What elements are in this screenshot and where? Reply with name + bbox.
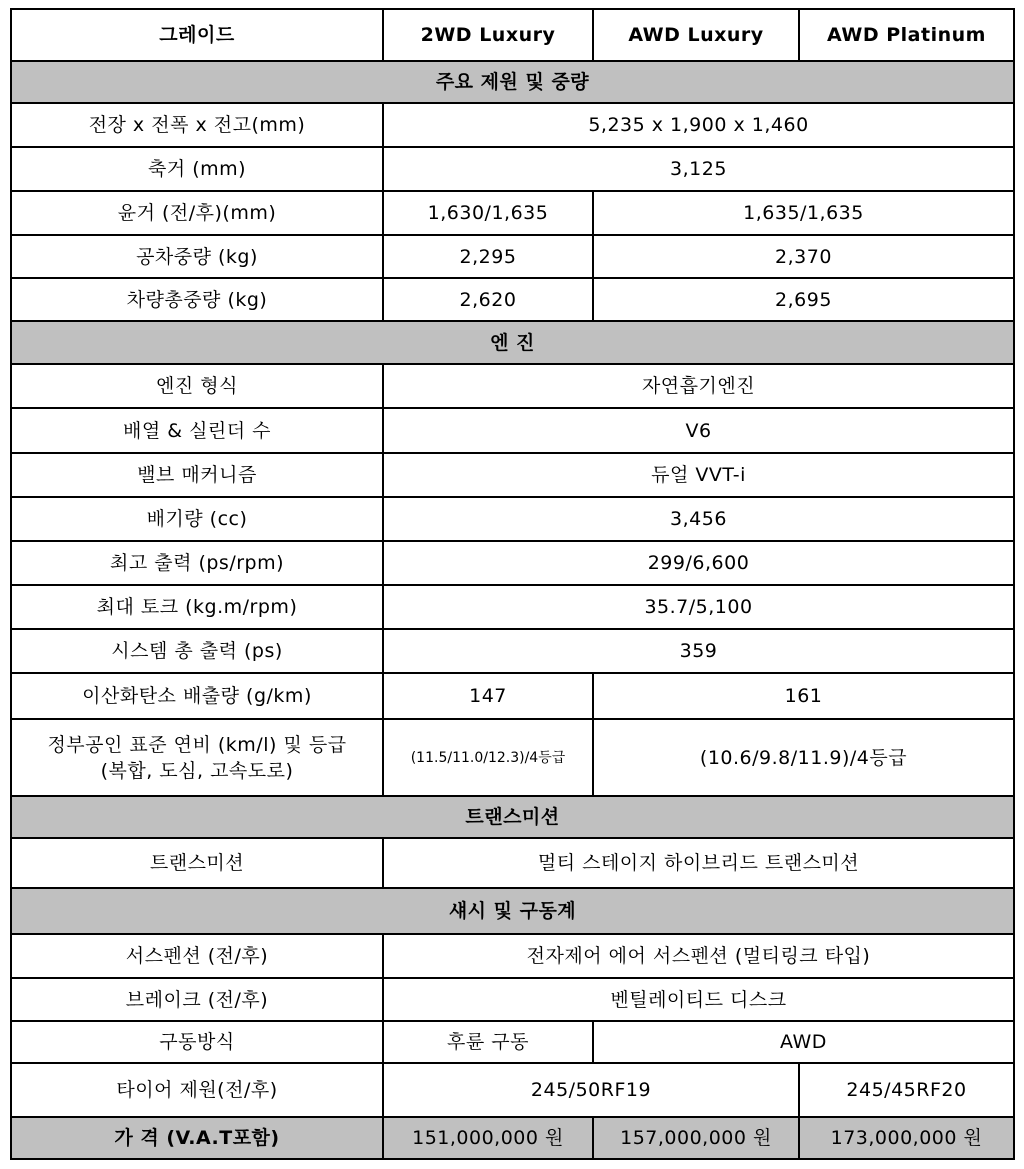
row-value: 자연흡기엔진 bbox=[383, 364, 1014, 408]
row-value: 전자제어 에어 서스펜션 (멀티링크 타입) bbox=[383, 934, 1014, 978]
row-label-line1: 정부공인 표준 연비 (km/l) 및 등급 bbox=[47, 733, 347, 756]
row-value: 161 bbox=[593, 673, 1014, 719]
row-label: 최고 출력 (ps/rpm) bbox=[11, 541, 383, 585]
table-row bbox=[11, 103, 1014, 147]
table-row bbox=[11, 1021, 1014, 1063]
row-value: 3,456 bbox=[383, 497, 1014, 541]
price-awd-platinum: 173,000,000 원 bbox=[799, 1117, 1014, 1159]
table-row bbox=[11, 1063, 1014, 1117]
row-value: 듀얼 VVT-i bbox=[383, 453, 1014, 497]
grade-header: 그레이드 bbox=[11, 9, 383, 61]
row-value: 후륜 구동 bbox=[383, 1021, 593, 1063]
table-row bbox=[11, 978, 1014, 1021]
table-row bbox=[11, 278, 1014, 321]
price-label: 가 격 (V.A.T포함) bbox=[11, 1117, 383, 1159]
price-awd-luxury: 157,000,000 원 bbox=[593, 1117, 799, 1159]
row-value: 3,125 bbox=[383, 147, 1014, 191]
header-row bbox=[11, 9, 1014, 61]
row-value: 299/6,600 bbox=[383, 541, 1014, 585]
table-row bbox=[11, 147, 1014, 191]
row-value: 35.7/5,100 bbox=[383, 585, 1014, 629]
row-label: 구동방식 bbox=[11, 1021, 383, 1063]
table-row bbox=[11, 364, 1014, 408]
row-value: 5,235 x 1,900 x 1,460 bbox=[383, 103, 1014, 147]
row-label: 전장 x 전폭 x 전고(mm) bbox=[11, 103, 383, 147]
row-label: 윤거 (전/후)(mm) bbox=[11, 191, 383, 235]
table-row bbox=[11, 838, 1014, 888]
table-row bbox=[11, 408, 1014, 453]
row-label: 차량총중량 (kg) bbox=[11, 278, 383, 321]
table-row bbox=[11, 191, 1014, 235]
table-row bbox=[11, 235, 1014, 278]
table-row bbox=[11, 497, 1014, 541]
row-value: 359 bbox=[383, 629, 1014, 673]
col-2wd-luxury-header: 2WD Luxury bbox=[383, 9, 593, 61]
row-label: 이산화탄소 배출량 (g/km) bbox=[11, 673, 383, 719]
spec-table bbox=[10, 8, 1015, 1160]
row-value: 245/45RF20 bbox=[799, 1063, 1014, 1117]
row-value: 벤틸레이티드 디스크 bbox=[383, 978, 1014, 1021]
price-2wd-luxury: 151,000,000 원 bbox=[383, 1117, 593, 1159]
section-chassis: 섀시 및 구동계 bbox=[11, 888, 1014, 934]
row-value: 1,635/1,635 bbox=[593, 191, 1014, 235]
row-label: 엔진 형식 bbox=[11, 364, 383, 408]
row-value: 245/50RF19 bbox=[383, 1063, 799, 1117]
col-awd-platinum-header: AWD Platinum bbox=[799, 9, 1014, 61]
row-value: V6 bbox=[383, 408, 1014, 453]
row-value: 멀티 스테이지 하이브리드 트랜스미션 bbox=[383, 838, 1014, 888]
table-row bbox=[11, 629, 1014, 673]
price-row bbox=[11, 1117, 1014, 1159]
section-engine: 엔 진 bbox=[11, 321, 1014, 364]
row-value: 1,630/1,635 bbox=[383, 191, 593, 235]
table-row bbox=[11, 453, 1014, 497]
section-row bbox=[11, 61, 1014, 103]
row-value: 2,370 bbox=[593, 235, 1014, 278]
row-label: 배기량 (cc) bbox=[11, 497, 383, 541]
row-value: 2,295 bbox=[383, 235, 593, 278]
row-label: 트랜스미션 bbox=[11, 838, 383, 888]
row-value: AWD bbox=[593, 1021, 1014, 1063]
row-label: 최대 토크 (kg.m/rpm) bbox=[11, 585, 383, 629]
row-label: 서스펜션 (전/후) bbox=[11, 934, 383, 978]
col-awd-luxury-header: AWD Luxury bbox=[593, 9, 799, 61]
row-value: (11.5/11.0/12.3)/4등급 bbox=[383, 719, 593, 796]
row-label: 축거 (mm) bbox=[11, 147, 383, 191]
table-row bbox=[11, 673, 1014, 719]
table-row bbox=[11, 719, 1014, 796]
section-row bbox=[11, 888, 1014, 934]
row-label bbox=[11, 719, 383, 796]
table-row bbox=[11, 541, 1014, 585]
row-label: 공차중량 (kg) bbox=[11, 235, 383, 278]
row-value: (10.6/9.8/11.9)/4등급 bbox=[593, 719, 1014, 796]
row-label: 브레이크 (전/후) bbox=[11, 978, 383, 1021]
section-dimensions: 주요 제원 및 중량 bbox=[11, 61, 1014, 103]
row-label: 배열 & 실린더 수 bbox=[11, 408, 383, 453]
section-row bbox=[11, 796, 1014, 838]
row-value: 2,620 bbox=[383, 278, 593, 321]
row-label: 시스템 총 출력 (ps) bbox=[11, 629, 383, 673]
row-value: 147 bbox=[383, 673, 593, 719]
row-label: 타이어 제원(전/후) bbox=[11, 1063, 383, 1117]
table-row bbox=[11, 585, 1014, 629]
row-label-line2: (복합, 도심, 고속도로) bbox=[100, 759, 294, 782]
table-row bbox=[11, 934, 1014, 978]
row-value: 2,695 bbox=[593, 278, 1014, 321]
row-label: 밸브 매커니즘 bbox=[11, 453, 383, 497]
section-row bbox=[11, 321, 1014, 364]
section-transmission: 트랜스미션 bbox=[11, 796, 1014, 838]
